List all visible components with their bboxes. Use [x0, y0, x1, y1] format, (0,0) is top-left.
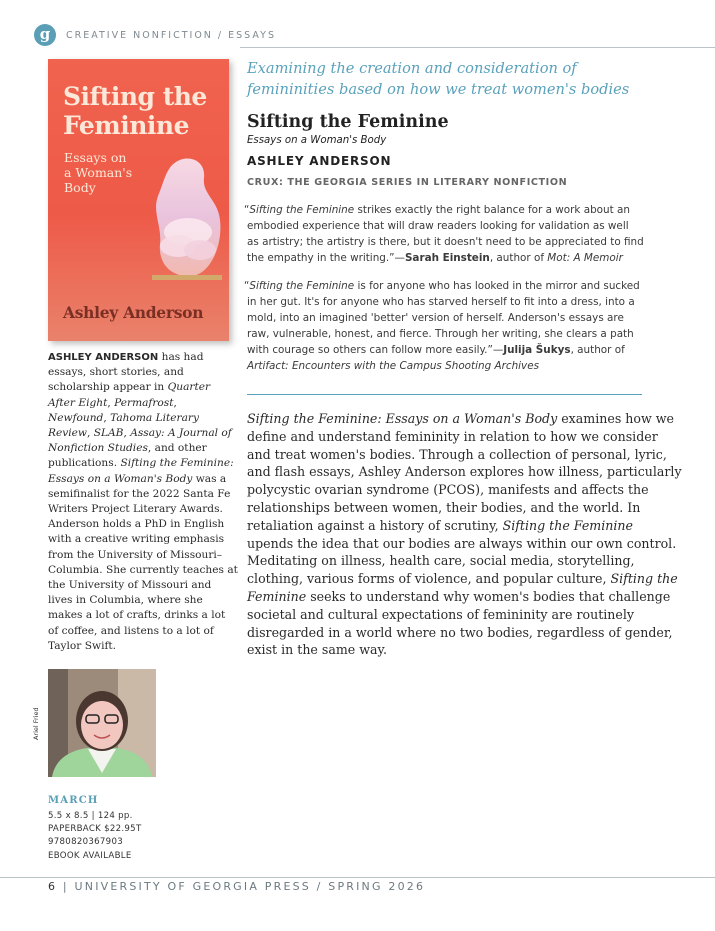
- quote-text: , author of: [489, 251, 548, 264]
- bio-publication: Tahoma Literary Review: [48, 411, 199, 440]
- bio-publication: Newfound: [48, 411, 104, 424]
- quote-text: mold, into an imagined 'better' version of herself. Anderson's essays are: [247, 311, 624, 324]
- quote-text: in her gut. It's for anyone who has starved herself to fit into a dress, into a: [247, 295, 635, 308]
- bio-publication: Permafrost: [114, 396, 174, 409]
- quote-text: the empathy in the writing.”—: [247, 251, 405, 264]
- book-author: ASHLEY ANDERSON: [247, 154, 392, 168]
- book-tagline: Examining the creation and consideration of femininities based on how we treat women's bodies: [247, 60, 630, 98]
- quote-attribution-name: Sarah Einstein: [404, 251, 490, 264]
- description-text: disregarded in a world where no two bodies, regardless of gender,: [247, 624, 673, 640]
- trim-size: 5.5 x 8.5 | 124 pp.: [48, 811, 133, 821]
- description-text: and flash essays, Ashley Anderson explores how illness, particularly: [247, 464, 682, 480]
- description-text: retaliation against a history of scrutiny,: [247, 517, 503, 533]
- description-book-title: Sifting the: [610, 571, 678, 587]
- description-text: examines how we: [557, 411, 674, 426]
- book-subtitle: Essays on a Woman's Body: [247, 135, 387, 146]
- section-divider: [247, 394, 642, 395]
- description-text: Meditating on illness, health care, social media, storytelling,: [247, 553, 635, 569]
- quote-text: raw, vulnerable, honest, and fierce. Through her writing, she clears a path: [247, 327, 634, 340]
- description-text: upends the idea that our bodies are always within our own control.: [247, 535, 677, 551]
- bio-author-name: ASHLEY ANDERSON: [48, 352, 159, 363]
- cover-title-line: Feminine: [63, 111, 189, 140]
- description-text: polycystic ovarian syndrome (PCOS), manifests and affects the: [247, 482, 649, 498]
- bio-text: was a semifinalist for the 2022 Santa Fe Writers Project Literary Awards. Anderson holds a PhD in English with a creative writing emphasis from the University of Missouri–Columbia. She currently teaches at the University of Missouri and lives in Columbia, where she makes a lot of crafts, drinks a lot of coffee, and listens to a lot of Taylor Swift.: [48, 472, 238, 652]
- quote-attribution-work: Artifact: Encounters with the Campus Shooting Archives: [247, 359, 540, 372]
- quote-text: , author of: [570, 343, 625, 356]
- quote-mark: “: [244, 204, 250, 216]
- quote-book-title: Sifting the Feminine: [249, 280, 355, 292]
- quote-mark: “: [244, 280, 250, 292]
- quote-text: as artistry; the artistry is there, but it doesn't need to be appreciated to find: [247, 235, 644, 248]
- description-text: and treat women's bodies. Through a collection of personal, lyric,: [247, 446, 667, 462]
- press-logo: g: [34, 24, 56, 46]
- description-text: relationships between women, their bodies, and the world. In: [247, 499, 641, 515]
- cover-subtitle-line: Body: [64, 180, 96, 195]
- description-text: clothing, various forms of violence, and popular culture,: [247, 571, 611, 587]
- bio-publication: Quarter After Eight: [48, 381, 211, 409]
- description-book-title: Feminine: [247, 588, 307, 604]
- header-divider: [240, 47, 715, 48]
- description-text: exist in the same way.: [247, 642, 387, 658]
- footer-text: UNIVERSITY OF GEORGIA PRESS / SPRING 2026: [74, 880, 426, 893]
- blurb-quote: [244, 279, 644, 374]
- cover-title: [63, 82, 223, 140]
- book-title: Sifting the Feminine: [247, 112, 449, 132]
- quote-attribution-name: Julija Šukys: [503, 343, 571, 356]
- author-portrait-illustration: [48, 669, 156, 777]
- book-cover-image: [48, 59, 229, 341]
- bio-publication: SLAB: [93, 427, 124, 440]
- ebook-availability: EBOOK AVAILABLE: [48, 851, 132, 861]
- quote-text: strikes exactly the right balance for a work about an: [354, 204, 630, 216]
- bio-text: ,: [107, 396, 115, 409]
- book-series: CRUX: THE GEORGIA SERIES IN LITERARY NONFICTION: [247, 177, 568, 188]
- quote-attribution-work: Mot: A Memoir: [547, 251, 623, 264]
- description-text: seeks to understand why women's bodies that challenge: [306, 588, 671, 604]
- photo-credit: Ariel Fried: [32, 707, 40, 740]
- description-text: societal and cultural expectations of femininity are routinely: [247, 606, 635, 622]
- cover-subtitle-line: Essays on: [64, 150, 127, 165]
- quote-text: is for anyone who has looked in the mirror and sucked: [354, 280, 640, 292]
- release-month: MARCH: [48, 795, 99, 806]
- bio-text: ,: [173, 396, 177, 409]
- page-footer: [48, 880, 425, 893]
- footer-divider: [0, 877, 715, 878]
- bio-book-title: Sifting the Feminine: Essays on a Woman's Body: [48, 457, 234, 485]
- quote-text: with courage so others can follow more easily.”—: [247, 343, 504, 356]
- cover-subtitle-line: a Woman's: [64, 165, 133, 180]
- bio-text: has had essays, short stories, and scholarship appear in: [48, 351, 204, 394]
- description-book-title: Sifting the Feminine: Essays on a Woman's Body: [247, 411, 558, 426]
- cover-subtitle: [64, 150, 154, 195]
- cover-author: Ashley Anderson: [63, 303, 204, 322]
- cloud-mirror-illustration: [148, 154, 226, 289]
- format-price: PAPERBACK $22.95T: [48, 824, 142, 834]
- cover-title-line: Sifting the: [63, 82, 207, 111]
- book-description: [247, 410, 682, 659]
- isbn: 9780820367903: [48, 837, 123, 847]
- author-photo: [48, 669, 156, 777]
- description-book-title: Sifting the Feminine: [502, 517, 633, 533]
- bio-publication: Assay: A Journal of Nonfiction Studies: [48, 427, 232, 455]
- section-label: CREATIVE NONFICTION / ESSAYS: [66, 30, 276, 41]
- quote-book-title: Sifting the Feminine: [249, 204, 355, 216]
- bio-text: ,: [103, 411, 111, 424]
- bio-text: ,: [86, 427, 94, 440]
- quote-text: embodied experience that will draw readers looking for validation as well: [247, 219, 629, 232]
- bio-text: , and other publications.: [48, 442, 207, 470]
- description-text: define and understand femininity in relation to how we consider: [247, 428, 658, 444]
- author-bio: [48, 350, 238, 654]
- page-number: 6: [48, 880, 58, 893]
- bio-text: ,: [123, 427, 131, 440]
- footer-separator: |: [57, 880, 75, 893]
- blurb-quote: [244, 203, 644, 267]
